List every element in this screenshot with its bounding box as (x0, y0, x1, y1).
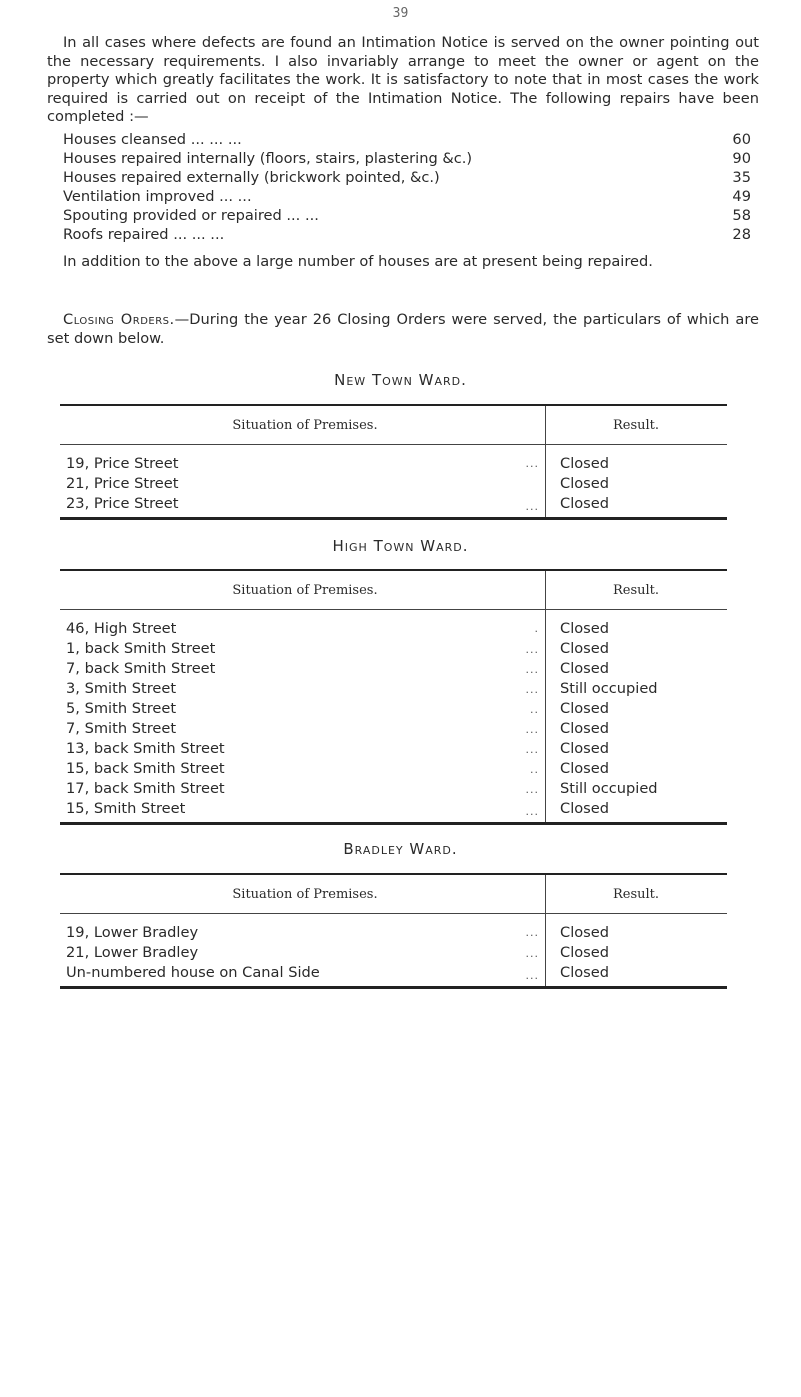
premises-cell: 1, back Smith Street (66, 639, 216, 657)
ward-title: New Town Ward. (334, 371, 467, 389)
result-cell: Closed (546, 962, 728, 988)
table-row (60, 942, 727, 962)
closing-orders-heading: Closing Orders. (63, 311, 175, 328)
premises-cell: 19, Lower Bradley (66, 923, 199, 941)
table-row (60, 493, 727, 519)
leader-dots: .. (530, 702, 539, 716)
repair-label: Ventilation improved ... ... (63, 188, 252, 205)
situation-column-header: Situation of Premises. (60, 570, 546, 610)
situation-column-header: Situation of Premises. (60, 874, 546, 914)
result-cell: Closed (546, 758, 728, 778)
repair-label: Spouting provided or repaired ... ... (63, 207, 319, 224)
addition-paragraph: In addition to the above a large number of houses are at present being repaired. (63, 253, 653, 270)
leader-dots: ... (525, 662, 539, 676)
leader-dots: ... (525, 782, 539, 796)
ward-table (60, 569, 727, 825)
leader-dots: . (534, 622, 539, 636)
table-row (60, 758, 727, 778)
table-row (60, 914, 727, 943)
repair-label: Houses cleansed ... ... ... (63, 131, 242, 148)
ward-table (60, 873, 727, 989)
result-cell: Closed (546, 798, 728, 824)
result-cell: Still occupied (546, 778, 728, 798)
table-row (60, 445, 727, 474)
leader-dots: .. (530, 762, 539, 776)
repair-item (63, 149, 763, 168)
repair-label: Roofs repaired ... ... ... (63, 226, 225, 243)
repair-count: 28 (732, 226, 751, 243)
result-cell: Closed (546, 610, 728, 639)
leader-dots: ... (525, 499, 539, 513)
closing-orders-text: —During the year 26 Closing Orders were served, the particulars of which are set down below. (47, 311, 759, 347)
leader-dots: ... (525, 642, 539, 656)
result-cell: Closed (546, 493, 728, 519)
premises-cell: 7, Smith Street (66, 719, 177, 737)
table-row (60, 658, 727, 678)
leader-dots: ... (525, 457, 539, 471)
premises-cell: 15, Smith Street (66, 799, 186, 817)
premises-cell: 21, Lower Bradley (66, 943, 199, 961)
result-cell: Closed (546, 445, 728, 474)
leader-dots: ... (525, 722, 539, 736)
premises-cell: 3, Smith Street (66, 679, 177, 697)
table-header-row (60, 405, 727, 445)
leader-dots: ... (525, 742, 539, 756)
table-row (60, 778, 727, 798)
repair-item (63, 225, 763, 244)
premises-cell: 19, Price Street (66, 454, 179, 472)
table-row (60, 638, 727, 658)
repair-item (63, 130, 763, 149)
repair-item (63, 187, 763, 206)
result-cell: Closed (546, 698, 728, 718)
premises-cell: 17, back Smith Street (66, 779, 225, 797)
result-cell: Closed (546, 738, 728, 758)
table-row (60, 678, 727, 698)
table-row (60, 718, 727, 738)
result-cell: Closed (546, 638, 728, 658)
leader-dots: ... (525, 804, 539, 818)
repair-count: 58 (732, 207, 751, 224)
leader-dots: ... (525, 926, 539, 940)
result-column-header: Result. (546, 570, 728, 610)
premises-cell: 46, High Street (66, 619, 177, 637)
result-column-header: Result. (546, 405, 728, 445)
repair-label: Houses repaired externally (brickwork pointed, &c.) (63, 169, 440, 186)
result-cell: Closed (546, 942, 728, 962)
leader-dots: ... (525, 946, 539, 960)
premises-cell: 5, Smith Street (66, 699, 177, 717)
table-row (60, 798, 727, 824)
leader-dots: ... (525, 968, 539, 982)
repair-count: 60 (732, 131, 751, 148)
intro-paragraph: In all cases where defects are found an Intimation Notice is served on the owner pointing out the necessary requirements. I also invariably arrange to meet the owner or agent on the property which greatly facilitates the work. It is satisfactory to note that in most cases the work required is carried out on receipt of the Intimation Notice. The following repairs have been completed :— (47, 34, 759, 125)
repair-count: 90 (732, 150, 751, 167)
table-row (60, 610, 727, 639)
result-cell: Closed (546, 473, 728, 493)
closing-orders-paragraph (47, 311, 759, 348)
result-cell: Closed (546, 658, 728, 678)
premises-cell: 13, back Smith Street (66, 739, 225, 757)
situation-column-header: Situation of Premises. (60, 405, 546, 445)
repair-count: 49 (732, 188, 751, 205)
ward-table (60, 404, 727, 520)
table-row (60, 698, 727, 718)
result-cell: Still occupied (546, 678, 728, 698)
repair-item (63, 206, 763, 225)
ward-title: Bradley Ward. (343, 840, 458, 858)
premises-cell: Un-numbered house on Canal Side (66, 963, 320, 981)
repair-label: Houses repaired internally (floors, stairs, plastering &c.) (63, 150, 473, 167)
page-number: 39 (392, 6, 409, 21)
premises-cell: 21, Price Street (66, 474, 179, 492)
table-header-row (60, 570, 727, 610)
repair-count: 35 (732, 169, 751, 186)
repair-item (63, 168, 763, 187)
table-row (60, 473, 727, 493)
table-header-row (60, 874, 727, 914)
result-cell: Closed (546, 718, 728, 738)
leader-dots: ... (525, 682, 539, 696)
premises-cell: 7, back Smith Street (66, 659, 216, 677)
result-column-header: Result. (546, 874, 728, 914)
premises-cell: 15, back Smith Street (66, 759, 225, 777)
result-cell: Closed (546, 914, 728, 943)
table-row (60, 738, 727, 758)
table-row (60, 962, 727, 988)
premises-cell: 23, Price Street (66, 494, 179, 512)
ward-title: High Town Ward. (332, 537, 469, 555)
repairs-list (63, 130, 763, 244)
